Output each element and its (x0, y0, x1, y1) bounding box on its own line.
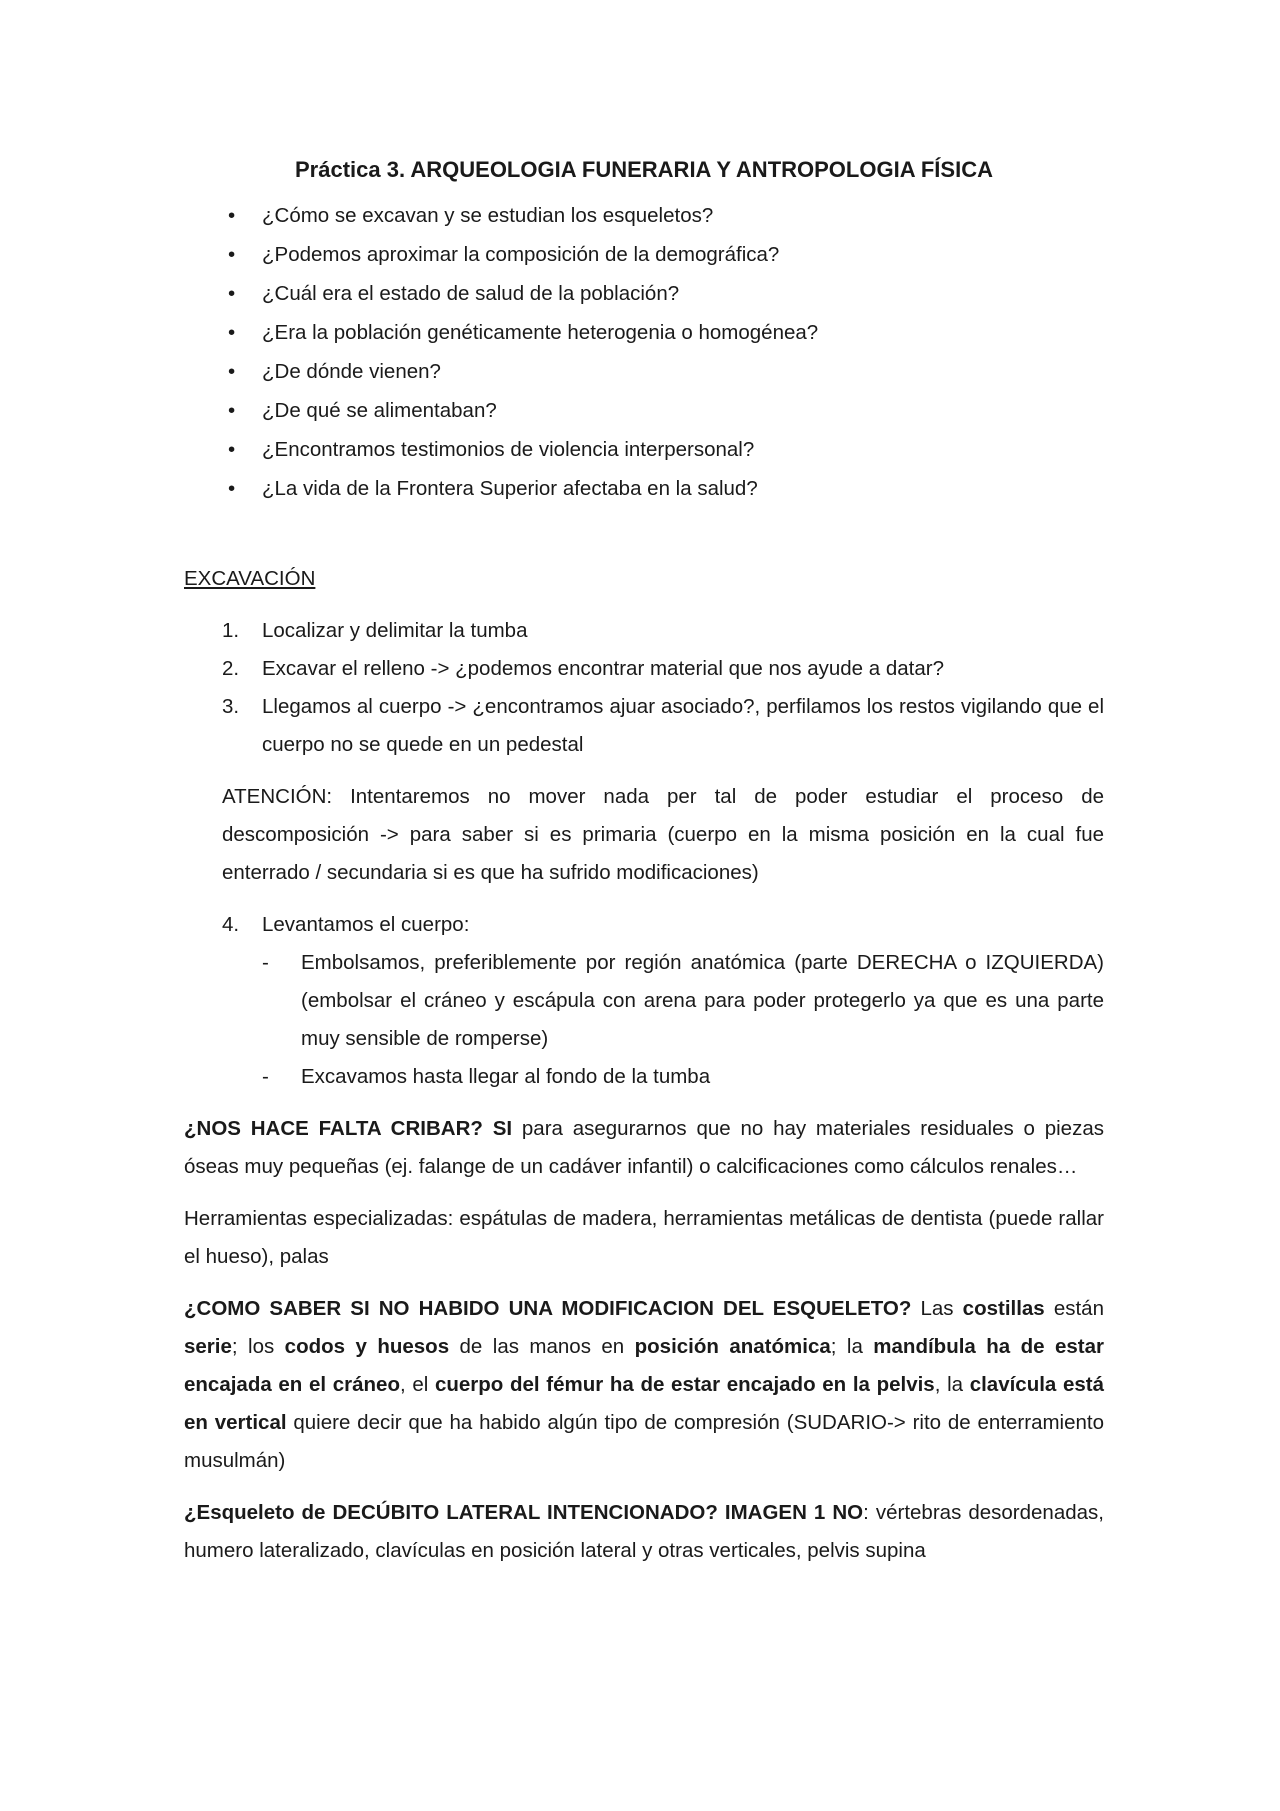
modification-paragraph: ¿COMO SABER SI NO HABIDO UNA MODIFICACION DEL ESQUELETO? Las costillas están serie; los codos y huesos de las manos en posición anatómica; la mandíbula ha de estar encajada en el cráneo, el cuerpo del fémur ha de estar encajado en la pelvis, la clavícula está en vertical quiere decir que ha habido algún tipo de compresión (SUDARIO-> rito de enterramiento musulmán) (184, 1297, 1105, 1472)
step-number: 3. (222, 695, 240, 718)
section-heading-excavacion: EXCAVACIÓN (184, 567, 316, 590)
bullet-icon: • (228, 477, 236, 500)
cribar-paragraph: ¿NOS HACE FALTA CRIBAR? SI para asegurarnos que no hay materiales residuales o piezas óseas muy pequeñas (ej. falange de un cadáver infantil) o calcificaciones como cálculos renales… (184, 1117, 1104, 1178)
bullet-icon: • (228, 360, 236, 383)
list-item: • ¿Era la población genéticamente heterogenia o homogénea? (184, 313, 1104, 352)
list-item: • ¿Podemos aproximar la composición de la demográfica? (184, 235, 1104, 274)
document-content (184, 150, 1104, 1584)
list-item: 4. Levantamos el cuerpo: (184, 906, 1104, 944)
list-item: 3. Llegamos al cuerpo -> ¿encontramos ajuar asociado?, perfilamos los restos vigilando que el cuerpo no se quede en un pedestal (184, 688, 1104, 764)
list-item: - Excavamos hasta llegar al fondo de la tumba (184, 1058, 1104, 1096)
list-item: 2. Excavar el relleno -> ¿podemos encontrar material que nos ayude a datar? (184, 650, 1104, 688)
bullet-icon: • (228, 321, 236, 344)
excavation-steps (184, 612, 1104, 764)
list-item: • ¿Cómo se excavan y se estudian los esqueletos? (184, 196, 1104, 235)
list-item: 1. Localizar y delimitar la tumba (184, 612, 1104, 650)
bullet-icon: • (228, 204, 236, 227)
list-item: • ¿De dónde vienen? (184, 352, 1104, 391)
questions-list (184, 196, 1104, 508)
step-number: 4. (222, 913, 240, 936)
list-item: • ¿La vida de la Frontera Superior afectaba en la salud? (184, 469, 1104, 508)
step-number: 1. (222, 619, 240, 642)
list-item: • ¿Cuál era el estado de salud de la población? (184, 274, 1104, 313)
bullet-icon: • (228, 438, 236, 461)
step-4-subitems (184, 944, 1104, 1096)
tools-paragraph: Herramientas especializadas: espátulas de madera, herramientas metálicas de dentista (puede rallar el hueso), palas (184, 1207, 1104, 1268)
bullet-icon: • (228, 399, 236, 422)
dash-marker: - (262, 1065, 269, 1088)
bullet-icon: • (228, 243, 236, 266)
step-number: 2. (222, 657, 240, 680)
dash-marker: - (262, 951, 269, 974)
attention-paragraph: ATENCIÓN: Intentaremos no mover nada per tal de poder estudiar el proceso de descomposición -> para saber si es primaria (cuerpo en la misma posición en la cual fue enterrado / secundaria si es que ha sufrido modificaciones) (222, 785, 1104, 884)
excavation-step-4 (184, 906, 1104, 944)
list-item: • ¿Encontramos testimonios de violencia interpersonal? (184, 430, 1104, 469)
document-title: Práctica 3. ARQUEOLOGIA FUNERARIA Y ANTROPOLOGIA FÍSICA (295, 157, 993, 182)
decubito-paragraph: ¿Esqueleto de DECÚBITO LATERAL INTENCIONADO? IMAGEN 1 NO: vértebras desordenadas, humero lateralizado, clavículas en posición lateral y otras verticales, pelvis supina (184, 1501, 1104, 1562)
bullet-icon: • (228, 282, 236, 305)
list-item: • ¿De qué se alimentaban? (184, 391, 1104, 430)
list-item: - Embolsamos, preferiblemente por región anatómica (parte DERECHA o IZQUIERDA) (embolsar el cráneo y escápula con arena para poder protegerlo ya que es una parte muy sensible de romperse) (184, 944, 1104, 1058)
